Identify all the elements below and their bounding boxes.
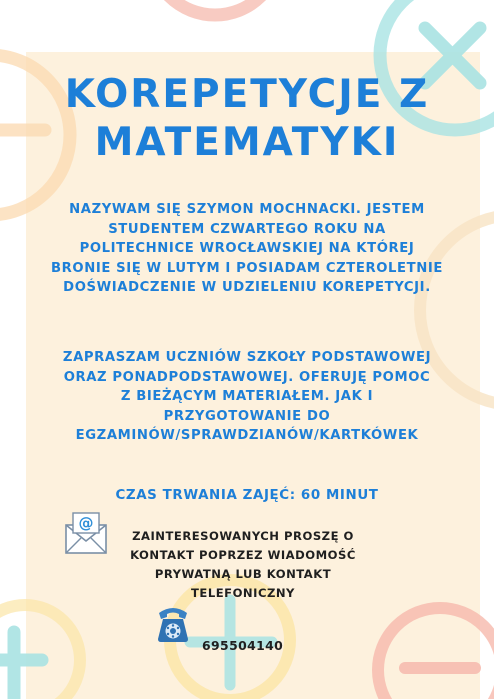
contact-paragraph [118, 527, 368, 603]
intro-line: NAZYWAM SIĘ SZYMON MOCHNACKI. JESTEM [69, 202, 425, 217]
svg-text:@: @ [78, 514, 94, 532]
intro-line: BRONIE SIĘ W LUTYM I POSIADAM CZTEROLETNIE [50, 260, 444, 276]
deco-circle-top-left [150, 0, 280, 15]
offer-line: Z BIEŻĄCYM MATERIAŁEM. JAK I [120, 389, 374, 404]
offer-line: ZAPRASZAM UCZNIÓW SZKOŁY PODSTAWOWEJ [62, 350, 432, 365]
offer-paragraph [30, 348, 464, 446]
contact-line: KONTAKT POPRZEZ WIADOMOŚĆ [130, 548, 356, 562]
contact-line: PRYWATNĄ LUB KONTAKT [154, 567, 332, 581]
offer-line: PRZYGOTOWANIE DO [163, 408, 331, 424]
phone-number: 695504140 [202, 638, 284, 653]
deco-circle-bottom-right [378, 608, 494, 699]
lesson-duration: CZAS TRWANIA ZAJĘĆ: 60 MINUT [115, 488, 379, 503]
intro-paragraph [30, 200, 464, 298]
contact-line: TELEFONICZNY [191, 586, 295, 600]
telephone-icon [155, 603, 191, 643]
intro-line: DOŚWIADCZENIE W UDZIELENIU KOREPETYCJI. [63, 280, 431, 295]
intro-line: POLITECHNICE WROCŁAWSKIEJ NA KTÓREJ [79, 241, 415, 256]
email-envelope-icon [64, 511, 108, 555]
title-line-2: MATEMATYKI [94, 120, 400, 165]
offer-line: EGZAMINÓW/SPRAWDZIANÓW/KARTKÓWEK [75, 428, 419, 443]
contact-line: ZAINTERESOWANYCH PROSZĘ O [132, 529, 354, 543]
title-line-1: KOREPETYCJE Z [64, 72, 430, 117]
deco-plus-bottom-left [0, 632, 42, 699]
offer-line: ORAZ PONADPODSTAWOWEJ. OFERUJĘ POMOC [63, 369, 431, 385]
intro-line: STUDENTEM CZWARTEGO ROKU NA [108, 221, 386, 237]
